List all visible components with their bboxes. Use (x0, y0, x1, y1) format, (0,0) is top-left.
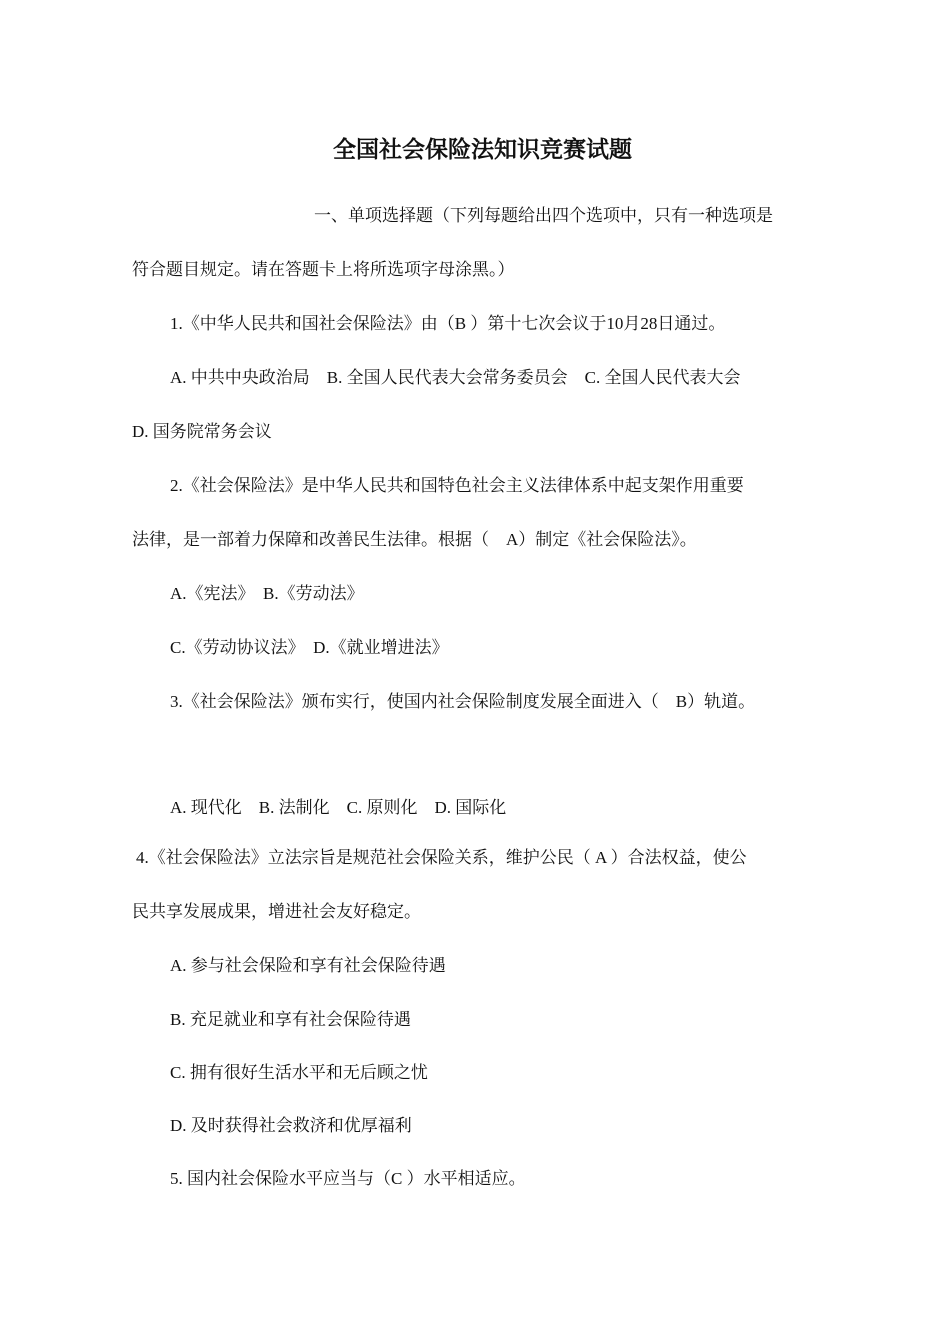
question-4-option-d: D. 及时获得社会救济和优厚福利 (170, 1116, 412, 1135)
section-heading: 一、单项选择题（下列每题给出四个选项中，只有一种选项是 (314, 206, 773, 225)
question-4-option-a: A. 参与社会保险和享有社会保险待遇 (170, 956, 446, 975)
question-4-option-b: B. 充足就业和享有社会保险待遇 (170, 1010, 411, 1029)
question-2: 2.《社会保险法》是中华人民共和国特色社会主义法律体系中起支架作用重要 (170, 476, 744, 495)
question-2-continued: 法律，是一部着力保障和改善民生法律。根据（ A）制定《社会保险法》。 (132, 530, 697, 549)
question-5: 5. 国内社会保险水平应当与（C ）水平相适应。 (170, 1169, 526, 1188)
question-2-options-cd: C.《劳动协议法》 D.《就业增进法》 (170, 638, 449, 657)
question-1-options: A. 中共中央政治局 B. 全国人民代表大会常务委员会 C. 全国人民代表大会 (170, 368, 741, 387)
question-1: 1.《中华人民共和国社会保险法》由（B ）第十七次会议于10月28日通过。 (170, 314, 726, 333)
question-4-option-c: C. 拥有很好生活水平和无后顾之忧 (170, 1063, 428, 1082)
question-1-option-d: D. 国务院常务会议 (132, 422, 272, 441)
section-instructions: 符合题目规定。请在答题卡上将所选项字母涂黑。） (132, 260, 515, 279)
question-2-options-ab: A.《宪法》 B.《劳动法》 (170, 584, 364, 603)
question-3: 3.《社会保险法》颁布实行，使国内社会保险制度发展全面进入（ B）轨道。 (170, 692, 756, 711)
question-3-options: A. 现代化 B. 法制化 C. 原则化 D. 国际化 (170, 798, 507, 817)
question-4: 4.《社会保险法》立法宗旨是规范社会保险关系，维护公民（ A ）合法权益，使公 (136, 848, 747, 867)
question-4-continued: 民共享发展成果，增进社会友好稳定。 (132, 902, 421, 921)
page-title: 全国社会保险法知识竞赛试题 (333, 137, 632, 162)
